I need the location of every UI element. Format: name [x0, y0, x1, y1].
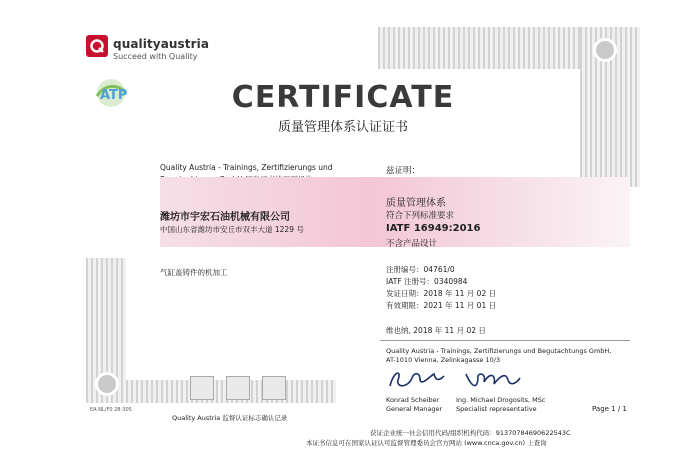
iatf-no-value: 0340984: [434, 277, 468, 286]
signer-2-name: Ing. Michael Drogosits, MSc: [456, 396, 546, 404]
exclusion-note: 不含产品设计: [386, 239, 438, 249]
page-number: Page 1 / 1: [592, 405, 627, 413]
system-name: 质量管理体系: [386, 198, 446, 209]
q-emblem-top-right: [593, 38, 617, 62]
valid-date-value: 2021 年 11 月 01 日: [423, 301, 497, 310]
company-name: 潍坊市宇宏石油机械有限公司: [160, 212, 290, 223]
signer-1-name: Konrad Scheiber: [386, 396, 440, 404]
mark-seal-2-icon: [226, 376, 250, 400]
signature-1-icon: [386, 366, 446, 398]
brand-name: qualityaustria: [113, 37, 210, 51]
vienna-label: 维也纳,: [386, 326, 411, 335]
reg-no-label: 注册编号：: [386, 265, 424, 274]
valid-date-label: 有效期限：: [386, 301, 424, 310]
issuer-line-1: Quality Austria - Trainings, Zertifizierungs und: [160, 163, 333, 172]
mark-seal-1-icon: [190, 376, 214, 400]
mark-seal-3-icon: [262, 376, 286, 400]
q-emblem-bottom-left: [95, 372, 119, 396]
company-address: 中国山东省潍坊市安丘市双丰大道 1229 号: [160, 225, 304, 234]
signature-2-icon: [462, 366, 522, 398]
divider-line: [380, 340, 630, 341]
meets-label: 符合下列标准要求: [386, 211, 455, 221]
vienna-date-row: [386, 325, 486, 336]
signer-1-title: General Manager: [386, 405, 443, 413]
certificate-subtitle: 质量管理体系认证证书: [277, 120, 408, 135]
certificate-title: CERTIFICATE: [231, 80, 455, 115]
quality-austria-logo-icon: [86, 35, 108, 57]
signer-2-title: Specialist representative: [456, 405, 537, 413]
brand-tagline: Succeed with Quality: [113, 52, 198, 61]
iatf-no-row: [386, 276, 467, 287]
issue-date-value: 2018 年 11 月 02 日: [423, 289, 497, 298]
svg-text:ATP: ATP: [100, 88, 128, 103]
address-line-2: AT-1010 Vienna, Zelinkagasse 10/3: [386, 356, 501, 364]
reg-no-row: [386, 264, 455, 275]
footer-line-1: 获证企业统一社会信用代码/组织机构代码：91370784690622543C: [370, 429, 571, 437]
issue-date-label: 发证日期：: [386, 289, 424, 298]
reg-no-value: 04761/0: [423, 265, 455, 274]
standard-name: IATF 16949:2016: [386, 223, 481, 234]
issue-date-row: [386, 288, 496, 299]
mark-caption: Quality Austria 监督认证标志确认记录: [172, 414, 288, 422]
footer-line-2: 本证书信息可在国家认证认可监督管理委员会官方网站 (www.cnca.gov.cn) 上查询: [306, 439, 547, 447]
address-line-1: Quality Austria - Trainings, Zertifizierungs und Begutachtungs GmbH,: [386, 347, 612, 355]
valid-date-row: [386, 300, 496, 311]
side-code: EA-NL/F0 28-305: [90, 407, 132, 413]
iatf-no-label: IATF 注册号：: [386, 277, 435, 286]
scope-text: 气缸盖铸件的机加工: [160, 268, 228, 277]
vienna-date: 2018 年 11 月 02 日: [413, 326, 486, 335]
certify-label: 兹证明：: [386, 166, 421, 176]
